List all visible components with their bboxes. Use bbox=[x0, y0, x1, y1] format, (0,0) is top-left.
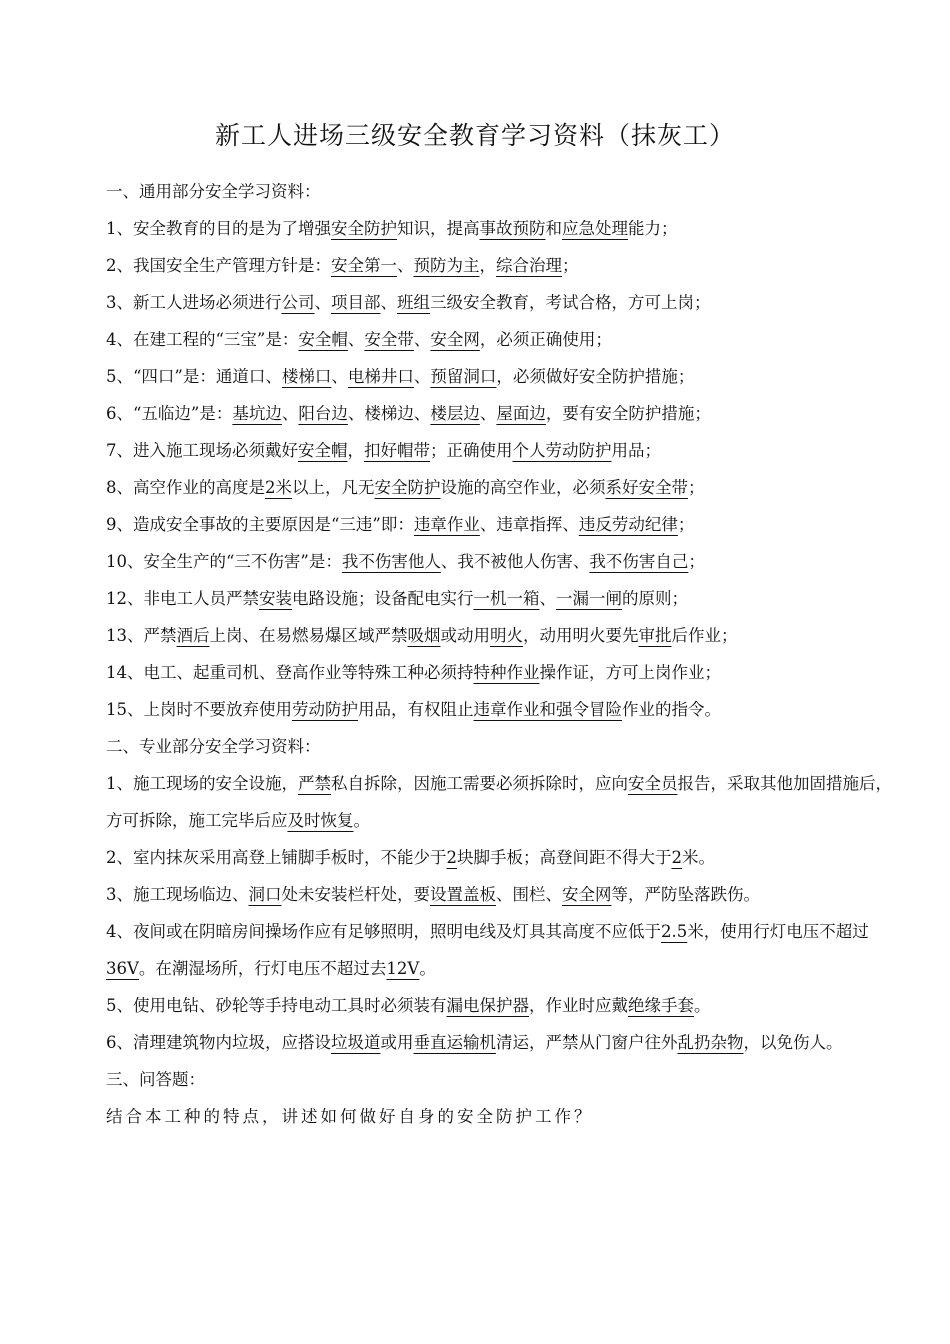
item-text: 5、“四口”是：通道口、 bbox=[106, 367, 282, 386]
item-text: 用品，有权阻止 bbox=[358, 700, 474, 719]
item-text: 处未安装栏杆处，要 bbox=[281, 885, 430, 904]
underlined-answer: 违反劳动纪律 bbox=[578, 515, 678, 534]
list-item bbox=[106, 580, 906, 617]
item-text: 报告，采取其他加固措施后，方可拆除，施工完毕后应 bbox=[106, 774, 892, 830]
list-item bbox=[106, 321, 906, 358]
underlined-answer: 洞口 bbox=[248, 885, 282, 904]
item-text: 或用 bbox=[380, 1033, 414, 1052]
item-text: ； bbox=[677, 515, 695, 534]
underlined-answer: 垂直运输机 bbox=[413, 1033, 496, 1052]
underlined-answer: 电梯井口 bbox=[347, 367, 414, 386]
item-text: 。 bbox=[694, 996, 711, 1015]
item-text: 3、新工人进场必须进行 bbox=[106, 293, 282, 312]
item-text: 9、造成安全事故的主要原因是“三违”即： bbox=[106, 515, 414, 534]
item-text: 等，严防坠落跌伤。 bbox=[611, 885, 760, 904]
item-text: 、我不被他人伤害、 bbox=[440, 552, 590, 571]
list-item bbox=[106, 247, 906, 284]
underlined-answer: 安全网 bbox=[430, 330, 480, 349]
section-heading-general: 一、通用部分安全学习资料： bbox=[106, 182, 321, 201]
item-text: 。在潮湿场所，行灯电压不超过去 bbox=[138, 959, 387, 978]
item-text: 2、室内抹灰采用高登上铺脚手板时，不能少于 bbox=[106, 848, 447, 867]
item-text: 、 bbox=[347, 330, 365, 349]
item-text: ，以免伤人。 bbox=[743, 1033, 843, 1052]
item-text: 、违章指挥、 bbox=[479, 515, 579, 534]
list-item bbox=[106, 913, 906, 987]
item-text: 后作业； bbox=[671, 626, 738, 645]
item-text: 上岗、在易燃易爆区域严禁 bbox=[209, 626, 408, 645]
item-text: 或动用 bbox=[440, 626, 490, 645]
underlined-answer: 违章作业 bbox=[413, 515, 480, 534]
item-text: 、围栏、 bbox=[496, 885, 562, 904]
item-text: 、 bbox=[479, 404, 497, 423]
underlined-answer: 阳台边 bbox=[298, 404, 348, 423]
underlined-answer: 一机一箱 bbox=[473, 589, 540, 608]
underlined-answer: 审批 bbox=[638, 626, 672, 645]
list-item bbox=[106, 284, 906, 321]
item-text: 15、上岗时不要放弃使用 bbox=[106, 700, 292, 719]
underlined-answer: 漏电保护器 bbox=[446, 996, 529, 1015]
underlined-answer: 一漏一闸 bbox=[556, 589, 622, 608]
list-item bbox=[106, 987, 906, 1024]
underlined-answer: 楼层边 bbox=[430, 404, 480, 423]
item-text: 的原则； bbox=[622, 589, 688, 608]
underlined-answer: 及时恢复 bbox=[287, 811, 354, 830]
underlined-answer: 垃圾道 bbox=[331, 1033, 381, 1052]
item-text: 6、清理建筑物内垃圾，应搭设 bbox=[106, 1033, 331, 1052]
item-text: 4、在建工程的“三宝”是： bbox=[106, 330, 299, 349]
question-text bbox=[106, 1098, 906, 1135]
item-text: 。 bbox=[419, 959, 436, 978]
underlined-answer: 2 bbox=[446, 848, 457, 867]
item-text: 以上，凡无 bbox=[292, 478, 375, 497]
underlined-answer: 设置盖板 bbox=[430, 885, 496, 904]
underlined-answer: 严禁 bbox=[298, 774, 331, 793]
underlined-answer: 12V bbox=[386, 959, 420, 978]
underlined-answer: 我不伤害他人 bbox=[341, 552, 441, 571]
item-text: 清运，严禁从门窗户往外 bbox=[496, 1033, 678, 1052]
item-text: ； bbox=[562, 256, 579, 275]
underlined-answer: 安全防护 bbox=[331, 219, 397, 238]
item-text: 、 bbox=[380, 293, 397, 312]
underlined-answer: 综合治理 bbox=[496, 256, 562, 275]
item-text: ，动用明火要先 bbox=[523, 626, 639, 645]
underlined-answer: 个人劳动防护 bbox=[512, 441, 612, 460]
item-text: 用品； bbox=[611, 441, 661, 460]
list-item bbox=[106, 543, 906, 580]
underlined-answer: 明火 bbox=[490, 626, 523, 645]
item-text: 10、安全生产的“三不伤害”是： bbox=[106, 552, 342, 571]
underlined-answer: 安装 bbox=[259, 589, 292, 608]
item-text: ，作业时应戴 bbox=[529, 996, 628, 1015]
item-text: ，必须正确使用； bbox=[479, 330, 612, 349]
item-text: 设施的高空作业，必须 bbox=[440, 478, 606, 497]
underlined-answer: 应急处理 bbox=[562, 219, 628, 238]
list-item bbox=[106, 469, 906, 506]
underlined-answer: 特种作业 bbox=[473, 663, 540, 682]
item-text: 知识，提高 bbox=[397, 219, 480, 238]
item-text: 2、我国安全生产管理方针是： bbox=[106, 256, 331, 275]
item-text: 操作证，方可上岗作业； bbox=[539, 663, 721, 682]
list-item bbox=[106, 1024, 906, 1061]
underlined-answer: 安全第一 bbox=[331, 256, 397, 275]
underlined-answer: 项目部 bbox=[331, 293, 381, 312]
underlined-answer: 劳动防护 bbox=[292, 700, 358, 719]
item-text: 、 bbox=[331, 367, 348, 386]
item-text: 结合本工种的特点，讲述如何做好自身的安全防护工作？ bbox=[106, 1107, 594, 1126]
section-heading-professional: 二、专业部分安全学习资料： bbox=[106, 737, 321, 756]
item-text: 能力； bbox=[628, 219, 678, 238]
document-body bbox=[106, 173, 906, 1135]
item-text: 8、高空作业的高度是 bbox=[106, 478, 265, 497]
item-text: ， bbox=[347, 441, 364, 460]
underlined-answer: 扣好帽带 bbox=[364, 441, 430, 460]
list-item bbox=[106, 691, 906, 728]
item-text: 米。 bbox=[682, 848, 715, 867]
underlined-answer: 安全帽 bbox=[298, 330, 348, 349]
item-text: 6、“五临边”是： bbox=[106, 404, 233, 423]
underlined-answer: 违章作业和强令冒险 bbox=[473, 700, 622, 719]
underlined-answer: 安全员 bbox=[628, 774, 678, 793]
item-text: 私自拆除，因施工需要必须拆除时，应向 bbox=[331, 774, 628, 793]
item-text: 作业的指令。 bbox=[622, 700, 721, 719]
list-item bbox=[106, 839, 906, 876]
underlined-answer: 基坑边 bbox=[232, 404, 282, 423]
item-text: 、楼梯边、 bbox=[347, 404, 431, 423]
item-text: 14、电工、起重司机、登高作业等特殊工种必须持 bbox=[106, 663, 474, 682]
list-item bbox=[106, 395, 906, 432]
item-text: 。 bbox=[353, 811, 370, 830]
underlined-answer: 乱扔杂物 bbox=[677, 1033, 744, 1052]
item-text: 4、夜间或在阴暗房间操场作应有足够照明，照明电线及灯具其高度不应低于 bbox=[106, 922, 661, 941]
underlined-answer: 系好安全带 bbox=[605, 478, 688, 497]
item-text: 1、施工现场的安全设施， bbox=[106, 774, 298, 793]
underlined-answer: 我不伤害自己 bbox=[589, 552, 689, 571]
item-text: 3、施工现场临边、 bbox=[106, 885, 249, 904]
document-title: 新工人进场三级安全教育学习资料（抹灰工） bbox=[214, 121, 735, 150]
underlined-answer: 安全带 bbox=[364, 330, 414, 349]
item-text: 7、进入施工现场必须戴好 bbox=[106, 441, 298, 460]
item-text: 、 bbox=[397, 256, 414, 275]
underlined-answer: 公司 bbox=[281, 293, 315, 312]
list-item bbox=[106, 358, 906, 395]
underlined-answer: 屋面边 bbox=[496, 404, 546, 423]
item-text: 1、安全教育的目的是为了增强 bbox=[106, 219, 331, 238]
item-text: ；正确使用 bbox=[430, 441, 513, 460]
underlined-answer: 班组 bbox=[397, 293, 430, 312]
item-text: 、 bbox=[413, 330, 431, 349]
list-item bbox=[106, 432, 906, 469]
underlined-answer: 吸烟 bbox=[407, 626, 441, 645]
item-text: 12、非电工人员严禁 bbox=[106, 589, 259, 608]
item-text: 电路设施；设备配电实行 bbox=[292, 589, 474, 608]
underlined-answer: 酒后 bbox=[176, 626, 210, 645]
underlined-answer: 绝缘手套 bbox=[628, 996, 694, 1015]
list-item bbox=[106, 765, 906, 839]
list-item bbox=[106, 506, 906, 543]
underlined-answer: 预防为主 bbox=[413, 256, 480, 275]
underlined-answer: 预留洞口 bbox=[430, 367, 497, 386]
underlined-answer: 2 bbox=[671, 848, 682, 867]
item-text: 块脚手板；高登间距不得大于 bbox=[457, 848, 672, 867]
item-text: 三级安全教育，考试合格，方可上岗； bbox=[430, 293, 711, 312]
item-text: ，必须做好安全防护措施； bbox=[496, 367, 695, 386]
list-item bbox=[106, 210, 906, 247]
list-item bbox=[106, 654, 906, 691]
item-text: 、 bbox=[281, 404, 299, 423]
section-heading-questions: 三、问答题： bbox=[106, 1070, 205, 1089]
item-text: 、 bbox=[539, 589, 556, 608]
underlined-answer: 2.5 bbox=[661, 922, 688, 941]
item-text: 13、严禁 bbox=[106, 626, 177, 645]
underlined-answer: 36V bbox=[106, 959, 139, 978]
item-text: 和 bbox=[545, 219, 562, 238]
underlined-answer: 楼梯口 bbox=[281, 367, 332, 386]
list-item bbox=[106, 876, 906, 913]
underlined-answer: 2米 bbox=[265, 478, 292, 497]
item-text: 5、使用电钻、砂轮等手持电动工具时必须装有 bbox=[106, 996, 447, 1015]
underlined-answer: 安全帽 bbox=[298, 441, 348, 460]
item-text: 米，使用行灯电压不超过 bbox=[687, 922, 869, 941]
item-text: 、 bbox=[413, 367, 431, 386]
item-text: ， bbox=[479, 256, 496, 275]
item-text: ，要有安全防护措施； bbox=[545, 404, 711, 423]
underlined-answer: 安全网 bbox=[562, 885, 612, 904]
item-text: ； bbox=[688, 478, 705, 497]
item-text: ； bbox=[688, 552, 705, 571]
item-text: 、 bbox=[314, 293, 331, 312]
list-item bbox=[106, 617, 906, 654]
underlined-answer: 事故预防 bbox=[479, 219, 546, 238]
underlined-answer: 安全防护 bbox=[374, 478, 441, 497]
